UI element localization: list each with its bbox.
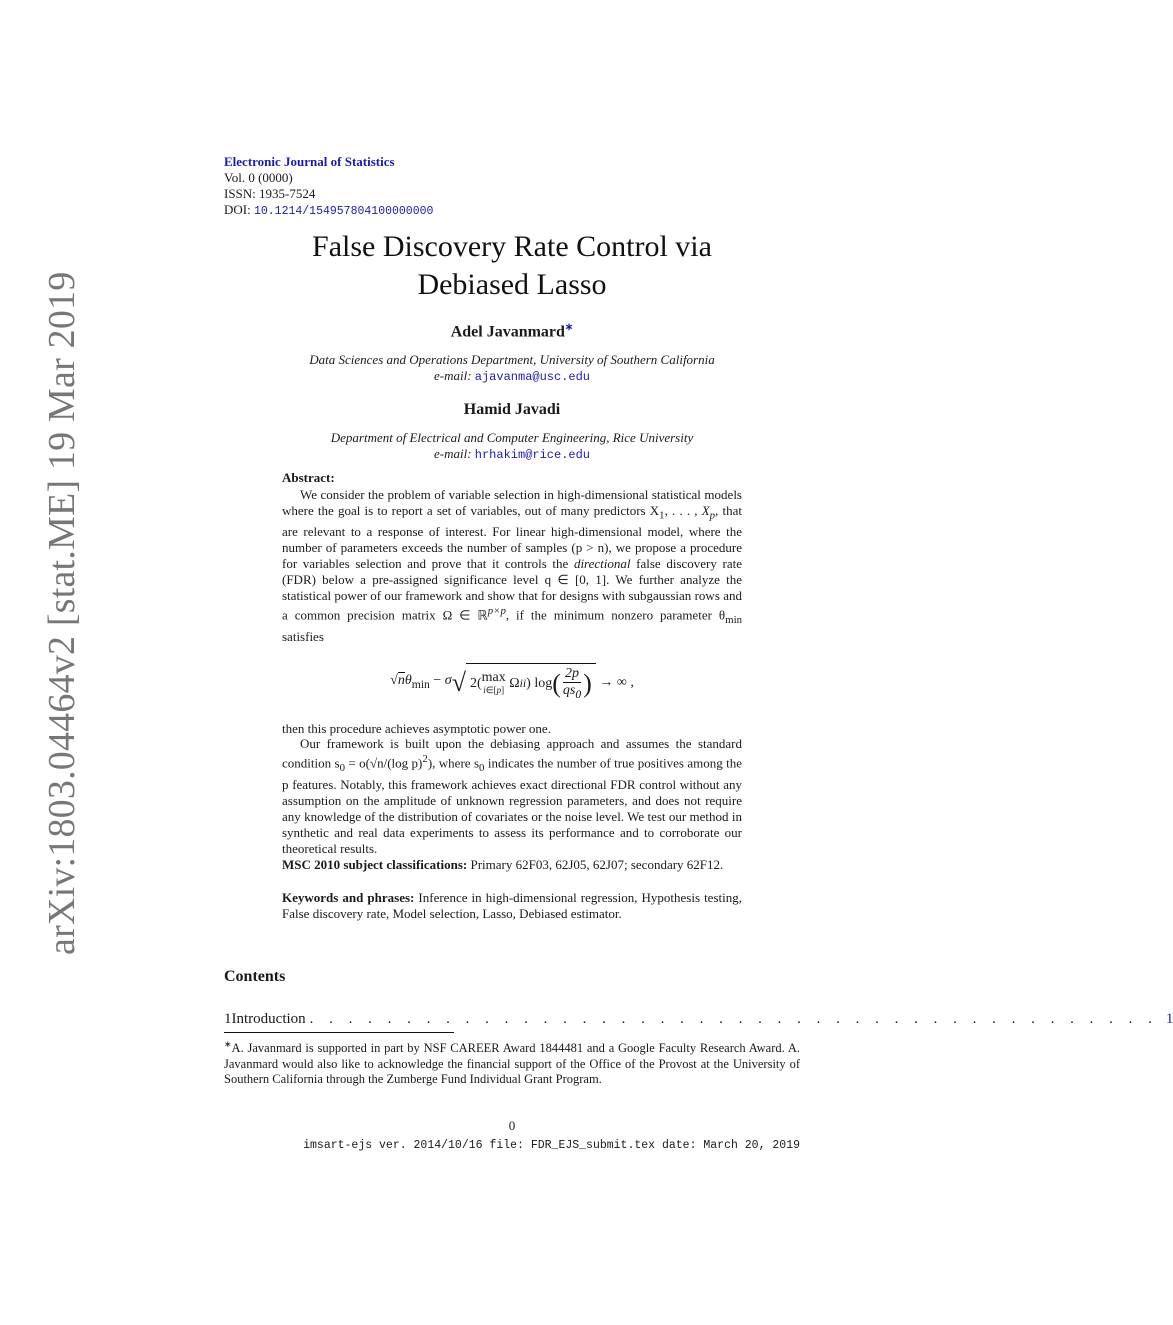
keywords-text: Inference in high-dimensional regression, Hypothesis testing, False discovery rate, Model selection, Lasso, Debiased estimator. [282, 890, 742, 921]
journal-header [224, 154, 433, 220]
abstract-label: Abstract: [282, 470, 335, 485]
keywords [282, 890, 742, 922]
author-email-link[interactable]: ajavanma@usc.edu [474, 370, 590, 385]
doi-label: DOI: [224, 202, 251, 217]
paper-title [224, 228, 800, 304]
footnote-mark: ∗ [224, 1039, 232, 1049]
email-label: e-mail: [433, 368, 472, 384]
toc-dot-leader: . . . . . . . . . . . . . . . . . . . . . . . . . . . . . . . . . . . . . . . . . . . . [309, 1011, 1158, 1027]
title-line-2: Debiased Lasso [417, 268, 607, 301]
author-name [224, 318, 800, 342]
page-number: 0 [508, 1118, 516, 1133]
msc-classifications [282, 857, 742, 873]
abstract-paragraph-3: Our framework is built upon the debiasing approach and assumes the standard condition $s_0 = o(√n/(\log$ p)$^2$), where $s_0$ indicates the number of true positives among the p features. Notably, this framework achieves exact directional FDR control without any assumption on the amplitude of unknown regression parameters, and does not require any knowledge of the distribution of covariates or the noise level. We test our method in synthetic and real data experiments to assess its performance and to corroborate our theoretical results. [282, 736, 742, 856]
abstract-paragraph-2: then this procedure achieves asymptotic power one. [282, 720, 551, 736]
toc-entry[interactable] [224, 1009, 1173, 1029]
journal-volume: Vol. 0 (0000) [224, 170, 293, 185]
abstract [282, 470, 742, 857]
author-name: Hamid Javadi [463, 401, 561, 418]
arxiv-identifier-stamp: arXiv:1803.04464v2 [stat.ME] 19 Mar 2019 [41, 271, 83, 955]
author-block-2 [224, 400, 800, 463]
footnote [224, 1037, 800, 1088]
author-name-text: Adel Javanmard [450, 323, 565, 341]
author-block-1 [224, 318, 800, 385]
footnote-marker-link[interactable]: ∗ [564, 322, 574, 333]
power-condition-equation: $√n\theta_{min} - \sigma$ √ 2( max i∈[p] Ω ii ) log ( $\frac{2p}{qs_0}$ ) → ∞ , [282, 659, 742, 707]
keywords-label: Keywords and phrases: [282, 890, 415, 905]
abstract-paragraph-1: We consider the problem of variable selection in high-dimensional statistical models where the goal is to report a set of variables, out of many predictors $X_1$, . . . , $X_p$, that are relevant to a response of interest. For linear high-dimensional model, where the number of parameters exceeds the number of samples (p > n), we propose a procedure for variables selection and prove that it controls the directional false discovery rate (FDR) below a pre-assigned significance level q ∈ [0, 1]. We further analyze the statistical power of our framework and show that for designs with subgaussian rows and a common precision matrix Ω ∈ ℝ$^{p\times p}$, if the minimum nonzero parameter $\theta_{min}$ satisfies [282, 486, 743, 644]
toc-page-link[interactable]: 1 [1165, 1011, 1173, 1027]
doi-link[interactable]: 10.1214/154957804100000000 [253, 205, 434, 218]
author-email-link[interactable]: hrhakim@rice.edu [474, 448, 590, 462]
journal-name-link[interactable]: Electronic Journal of Statistics [224, 154, 395, 169]
journal-doi [224, 202, 433, 220]
author-affiliation: Data Sciences and Operations Department, University of Southern California [309, 352, 715, 368]
toc-entry-title[interactable]: Introduction [231, 1011, 306, 1027]
toc-entry-number: 1 [224, 1011, 232, 1027]
msc-label: MSC 2010 subject classifications: [282, 857, 468, 872]
footnote-text: A. Javanmard is supported in part by NSF CAREER Award 1844481 and a Google Faculty Research Award. A. Javanmard would also like to acknowledge the financial support of the Office of the Provost at the University of Southern California through the Zumberge Fund Individual Grant Program. [224, 1041, 800, 1087]
contents-heading: Contents [224, 968, 286, 985]
title-line-1: False Discovery Rate Control via [312, 230, 712, 263]
author-email-line [224, 368, 800, 385]
journal-issn: ISSN: 1935-7524 [224, 186, 316, 201]
email-label: e-mail: [433, 446, 472, 461]
msc-text: Primary 62F03, 62J05, 62J07; secondary 62F12. [470, 857, 724, 872]
author-affiliation: Department of Electrical and Computer Engineering, Rice University [330, 430, 694, 445]
footnote-divider [224, 1032, 454, 1033]
author-email-line [224, 446, 800, 463]
build-info: imsart-ejs ver. 2014/10/16 file: FDR_EJS_submit.tex date: March 20, 2019 [303, 1139, 800, 1152]
